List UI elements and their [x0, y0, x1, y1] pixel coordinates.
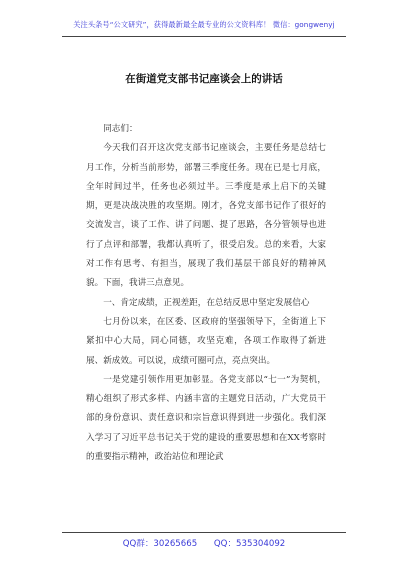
footer-qq: QQ：535304092 — [213, 539, 286, 549]
document-title: 在街道党支部书记座谈会上的讲话 — [125, 73, 283, 85]
paragraph: 今天我们召开这次党支部书记座谈会，主要任务是总结七月工作，分析当前形势，部署三季度任务。现在已是七月底，全年时间过半，任务也必须过半。三季度是承上启下的关键期，更是决战决胜的攻坚期。刚才，各党支部书记作了很好的交流发言，谈了工作、讲了问题、提了思路，各分管领导也进行了点评和部署，我都认真听了，很受启发。总的来看，大家对工作有思考、有担当，展现了我们基层干部良好的精神风貌。下面，我讲三点意见。 — [86, 143, 326, 289]
salutation: 同志们： — [103, 124, 138, 134]
footer-divider — [62, 532, 346, 533]
section-heading: 一、肯定成绩，正视差距，在总结反思中坚定发展信心 — [103, 297, 310, 308]
footer-contact — [0, 537, 408, 549]
paragraph: 七月份以来，在区委、区政府的坚强领导下，全街道上下紧扣中心大局，同心同德，攻坚克难，各项工作取得了新进展、新成效。可以说，成绩可圈可点，亮点突出。 — [86, 316, 326, 366]
header-note: 关注头条号“公文研究”，获得最新最全最专业的公文资料库！ 微信：gongwenyj — [73, 20, 335, 29]
footer-qq-group: QQ群：30265665 — [122, 539, 198, 549]
header-divider — [62, 36, 346, 37]
document-body — [86, 120, 326, 467]
paragraph: 一是党建引领作用更加彰显。各党支部以“七一”为契机，精心组织了形式多样、内涵丰富的主题党日活动，广大党员干部的身份意识、责任意识和宗旨意识得到进一步强化。我们深入学习了习近平总书记关于党的建设的重要思想和在XX考察时的重要指示精神，政治站位和理论武 — [86, 374, 326, 463]
